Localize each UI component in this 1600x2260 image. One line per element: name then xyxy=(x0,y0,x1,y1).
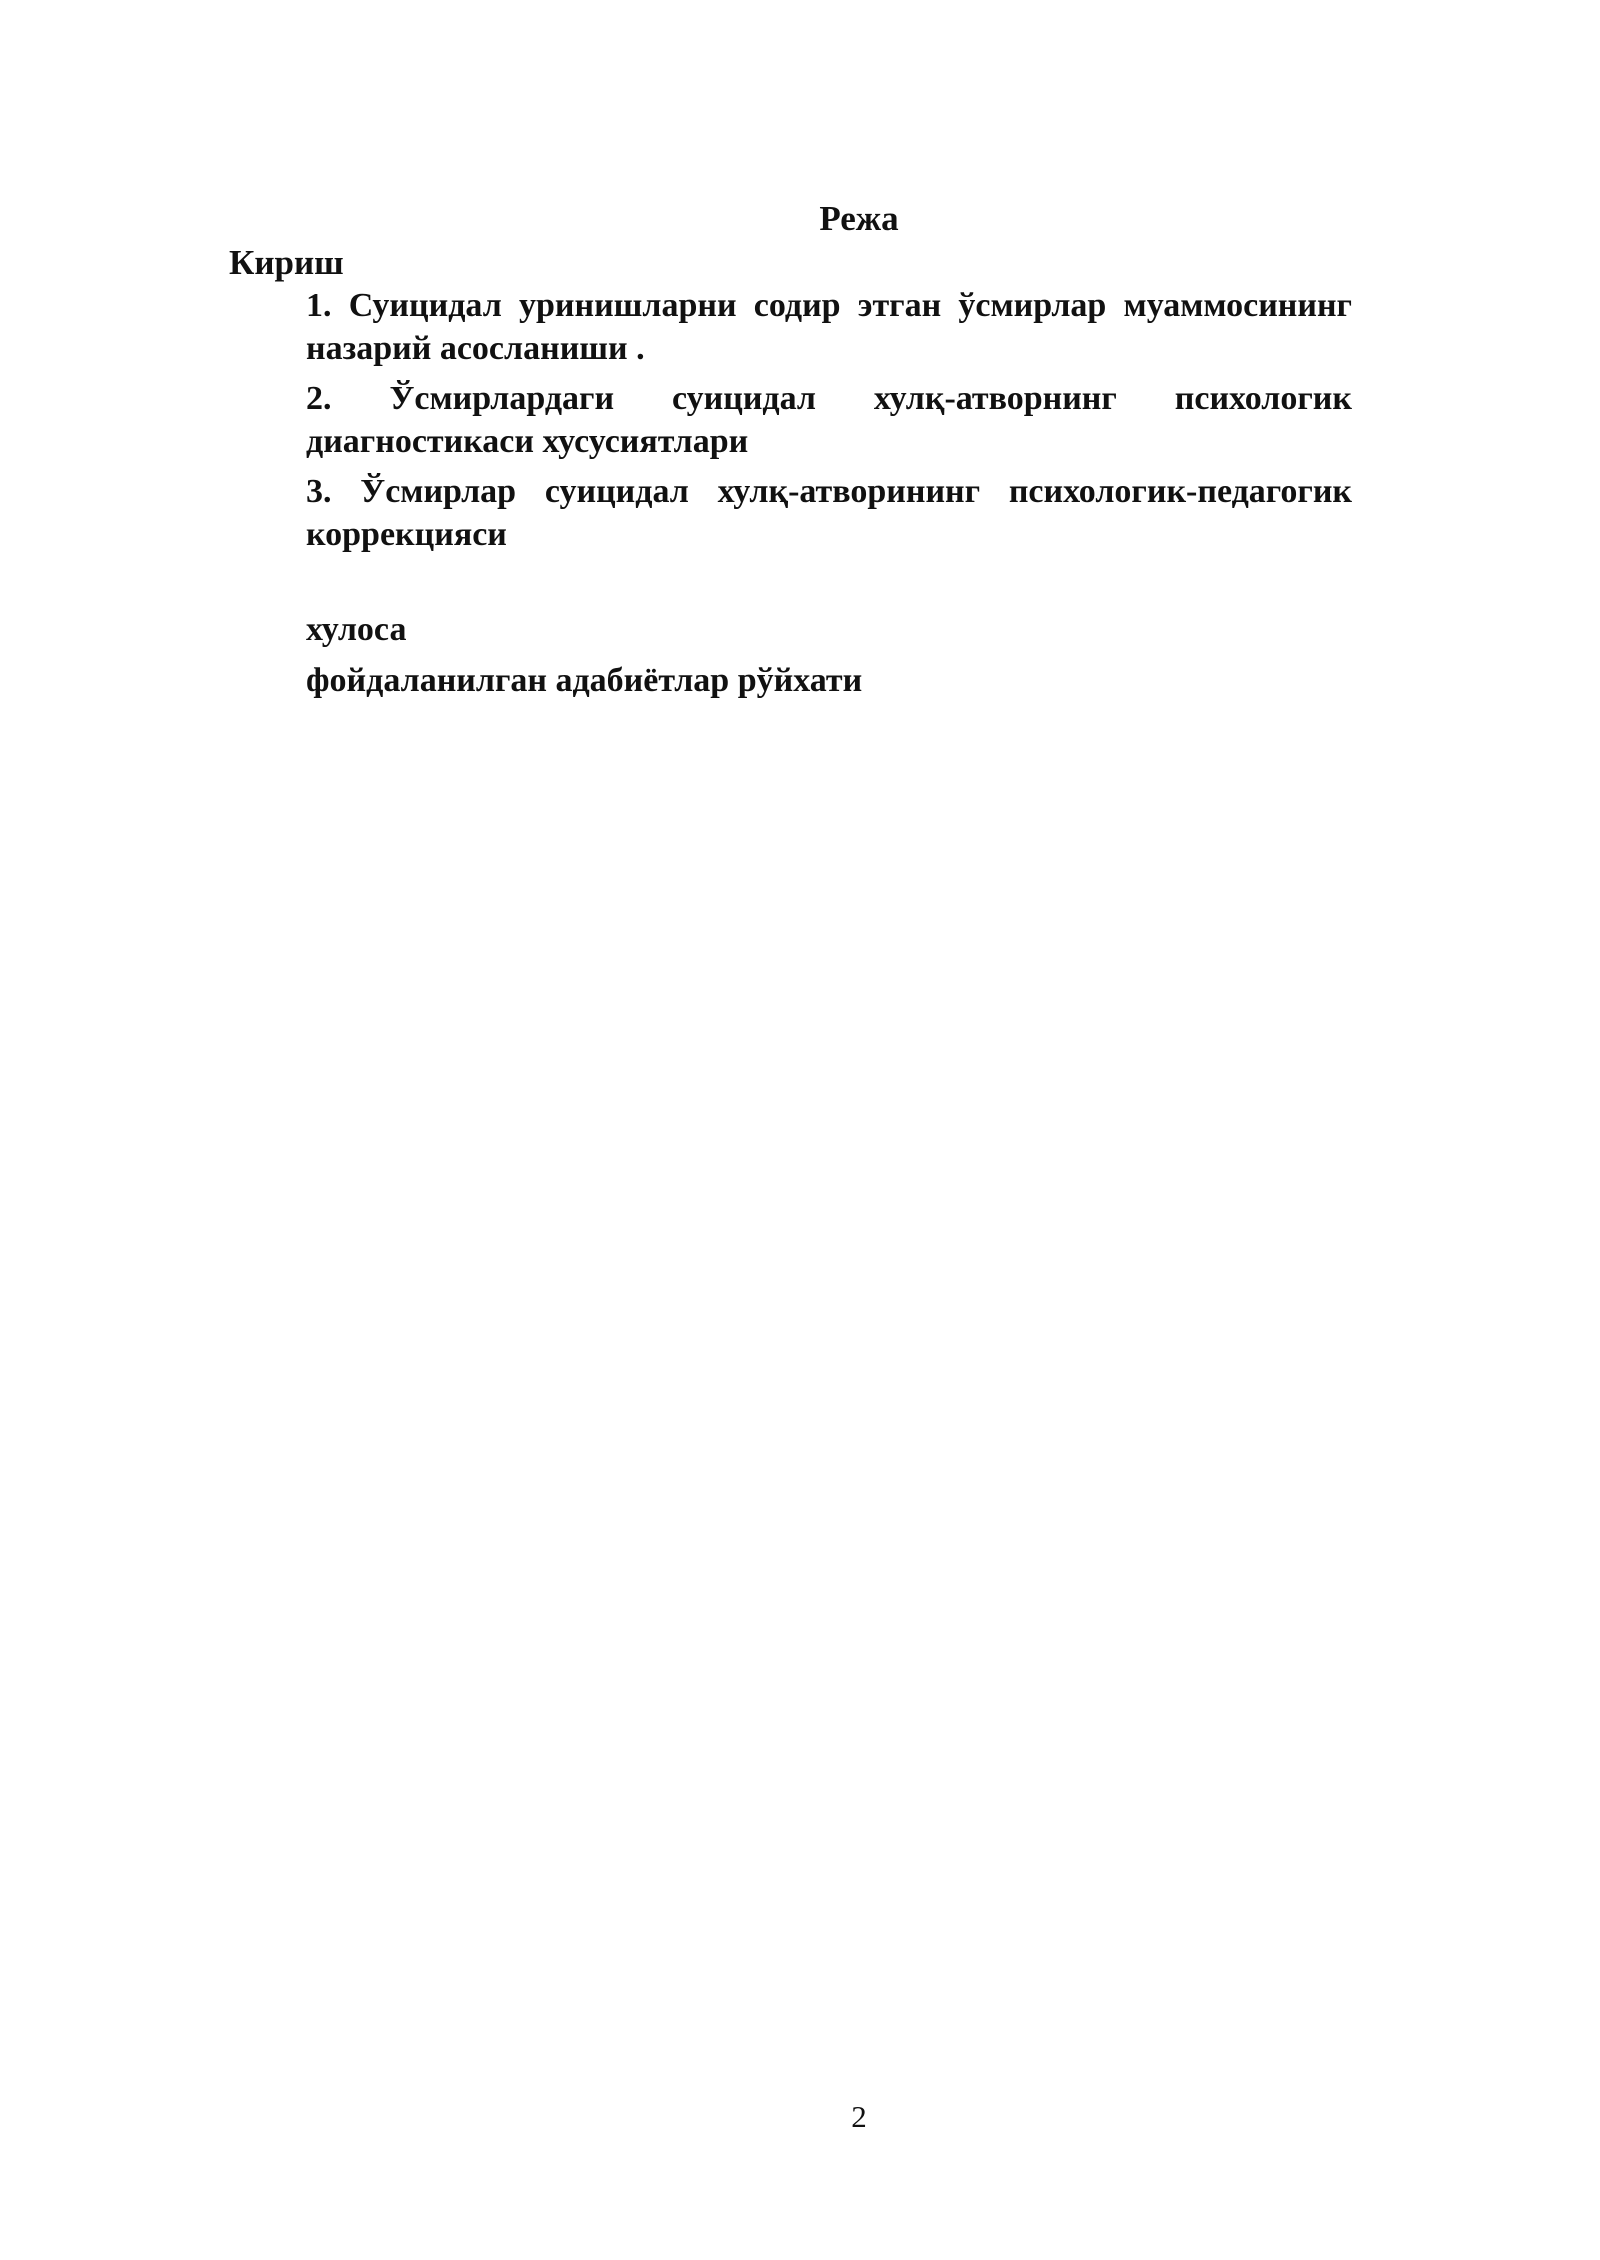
closing-sections xyxy=(306,608,862,710)
references-heading: фойдаланилган адабиётлар рўйхати xyxy=(306,662,863,699)
table-of-contents xyxy=(306,284,1352,563)
conclusion-heading: хулоса xyxy=(306,611,407,648)
toc-item-2: 2. Ўсмирлардаги суицидал хулқ-атворнинг психологик диагностикаси хусусиятлари xyxy=(306,380,1352,460)
page-number: 2 xyxy=(851,2099,867,2134)
page-title: Режа xyxy=(819,199,899,238)
intro-heading: Кириш xyxy=(229,243,344,282)
toc-item-1: 1. Суицидал уринишларни содир этган ўсмирлар муаммосининг назарий асосланиши . xyxy=(306,287,1352,367)
toc-item-3: 3. Ўсмирлар суицидал хулқ-атворининг психологик-педагогик коррекцияси xyxy=(306,473,1352,553)
